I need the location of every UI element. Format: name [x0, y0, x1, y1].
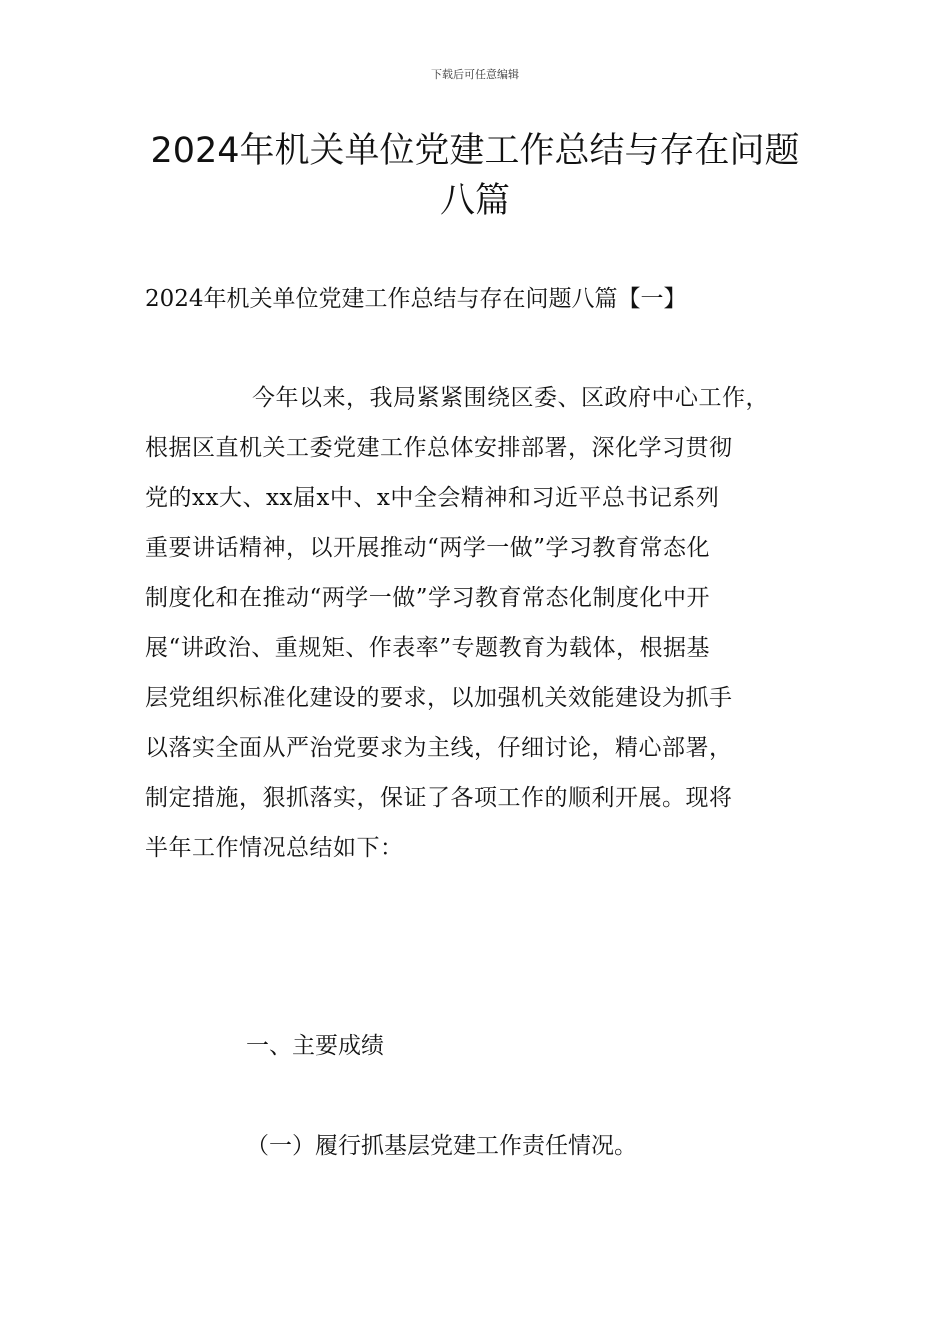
section-heading: 2024年机关单位党建工作总结与存在问题八篇【一】	[145, 286, 687, 312]
heading-main-achievements: 一、主要成绩	[246, 1033, 384, 1059]
paragraph-line: 党的xx大、xx届x中、x中全会精神和习近平总书记系列	[145, 485, 720, 511]
document-title	[0, 126, 950, 226]
paragraph-line: 展“讲政治、重规矩、作表率”专题教育为载体，根据基	[145, 635, 711, 661]
document-title-line-1: 2024年机关单位党建工作总结与存在问题	[150, 131, 800, 171]
subheading-grassroots-responsibility: （一）履行抓基层党建工作责任情况。	[246, 1133, 637, 1159]
header-note: 下载后可任意编辑	[431, 68, 519, 81]
paragraph-line: 制度化和在推动“两学一做”学习教育常态化制度化中开	[145, 585, 711, 611]
paragraph-line: 重要讲话精神，以开展推动“两学一做”学习教育常态化	[145, 535, 711, 561]
paragraph-line: 层党组织标准化建设的要求，以加强机关效能建设为抓手	[145, 685, 733, 711]
paragraph-line: 根据区直机关工委党建工作总体安排部署，深化学习贯彻	[145, 435, 733, 461]
paragraph-line: 今年以来，我局紧紧围绕区委、区政府中心工作，	[252, 385, 769, 411]
document-title-line-2: 八篇	[439, 181, 510, 221]
paragraph-line: 以落实全面从严治党要求为主线，仔细讨论，精心部署，	[145, 735, 733, 761]
paragraph-line: 半年工作情况总结如下：	[145, 835, 404, 861]
intro-paragraph	[145, 380, 835, 880]
paragraph-line: 制定措施，狠抓落实，保证了各项工作的顺利开展。现将	[145, 785, 733, 811]
